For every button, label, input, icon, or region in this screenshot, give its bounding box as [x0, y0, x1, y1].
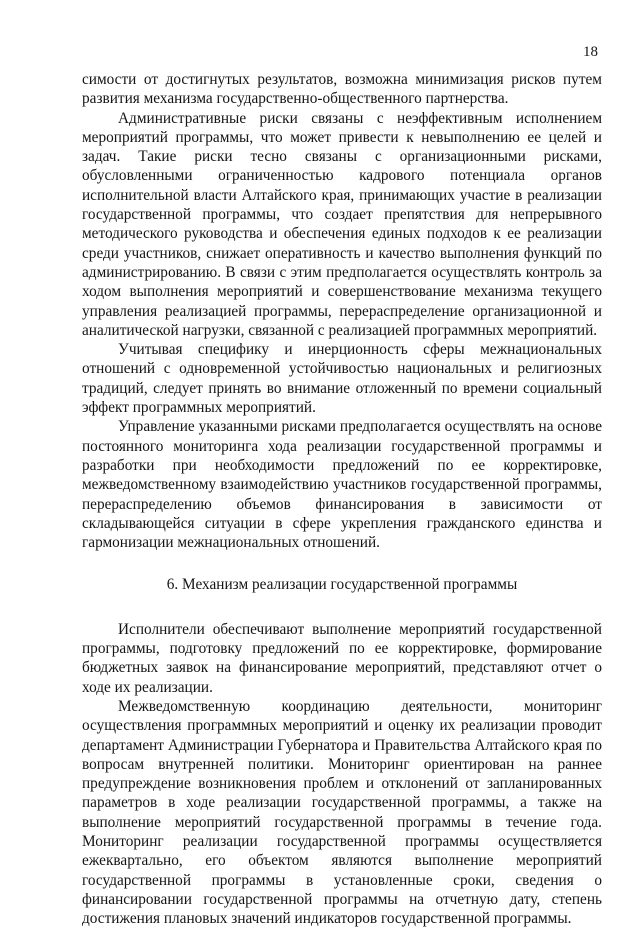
paragraph-coordination-monitoring: Межведомственную координацию деятельности, мониторинг осуществления программных мероприятий и оценку их реализации проводит департамент Администрации Губернатора и Правительства Алтайского края по вопросам внутренней политики. Мониторинг ориентирован на раннее предупреждение возникновения проблем и отклонений от запланированных параметров в ходе реализации государственной программы, а также на выполнение мероприятий государственной программы в течение года. Мониторинг реализации государственной программы осуществляется ежеквартально, его объектом являются выполнение мероприятий государственной программы в установленные сроки, сведения о финансировании государственной программы на отчетную дату, степень достижения плановых значений индикаторов государственной программы. — [82, 697, 602, 928]
paragraph-risk-management: Управление указанными рисками предполагается осуществлять на основе постоянного мониторинга хода реализации государственной программы и разработки при необходимости предложений по ее корректировке, межведомственному взаимодействию участников государственной программы, перераспределению объемов финансирования в зависимости от складывающейся ситуации в сфере укрепления гражданского единства и гармонизации межнациональных отношений. — [82, 418, 602, 552]
paragraph-administrative-risks: Административные риски связаны с неэффективным исполнением мероприятий программы, что может привести к невыполнению ее целей и задач. Такие риски тесно связаны с организационными рисками, обусловленными ограниченностью кадрового потенциала органов исполнительной власти Алтайского края, принимающих участие в реализации государственной программы, что создает препятствия для непрерывного методического руководства и обеспечения единых подходов к ее реализации среди участников, снижает оперативность и качество выполнения функций по администрированию. В связи с этим предполагается осуществлять контроль за ходом выполнения мероприятий и совершенствование механизма текущего управления реализацией программы, перераспределение организационной и аналитической нагрузки, связанной с реализацией программных мероприятий. — [82, 109, 602, 339]
section-heading: 6. Механизм реализации государственной программы — [166, 576, 518, 594]
page-number: 18 — [583, 44, 598, 60]
paragraph-executors: Исполнители обеспечивают выполнение мероприятий государственной программы, подготовку предложений по ее корректировке, формирование бюджетных заявок на финансирование мероприятий, представляют отчет о ходе их реализации. — [82, 620, 602, 696]
document-body — [82, 70, 602, 928]
paragraph-continuation: симости от достигнутых результатов, возможна минимизация рисков путем развития механизма государственно-общественного партнерства. — [82, 71, 602, 108]
paragraph-interethnic-specifics: Учитывая специфику и инерционность сферы межнациональных отношений с одновременной устойчивостью национальных и религиозных традиций, следует принять во внимание отложенный по времени социальный эффект программных мероприятий. — [82, 341, 602, 417]
